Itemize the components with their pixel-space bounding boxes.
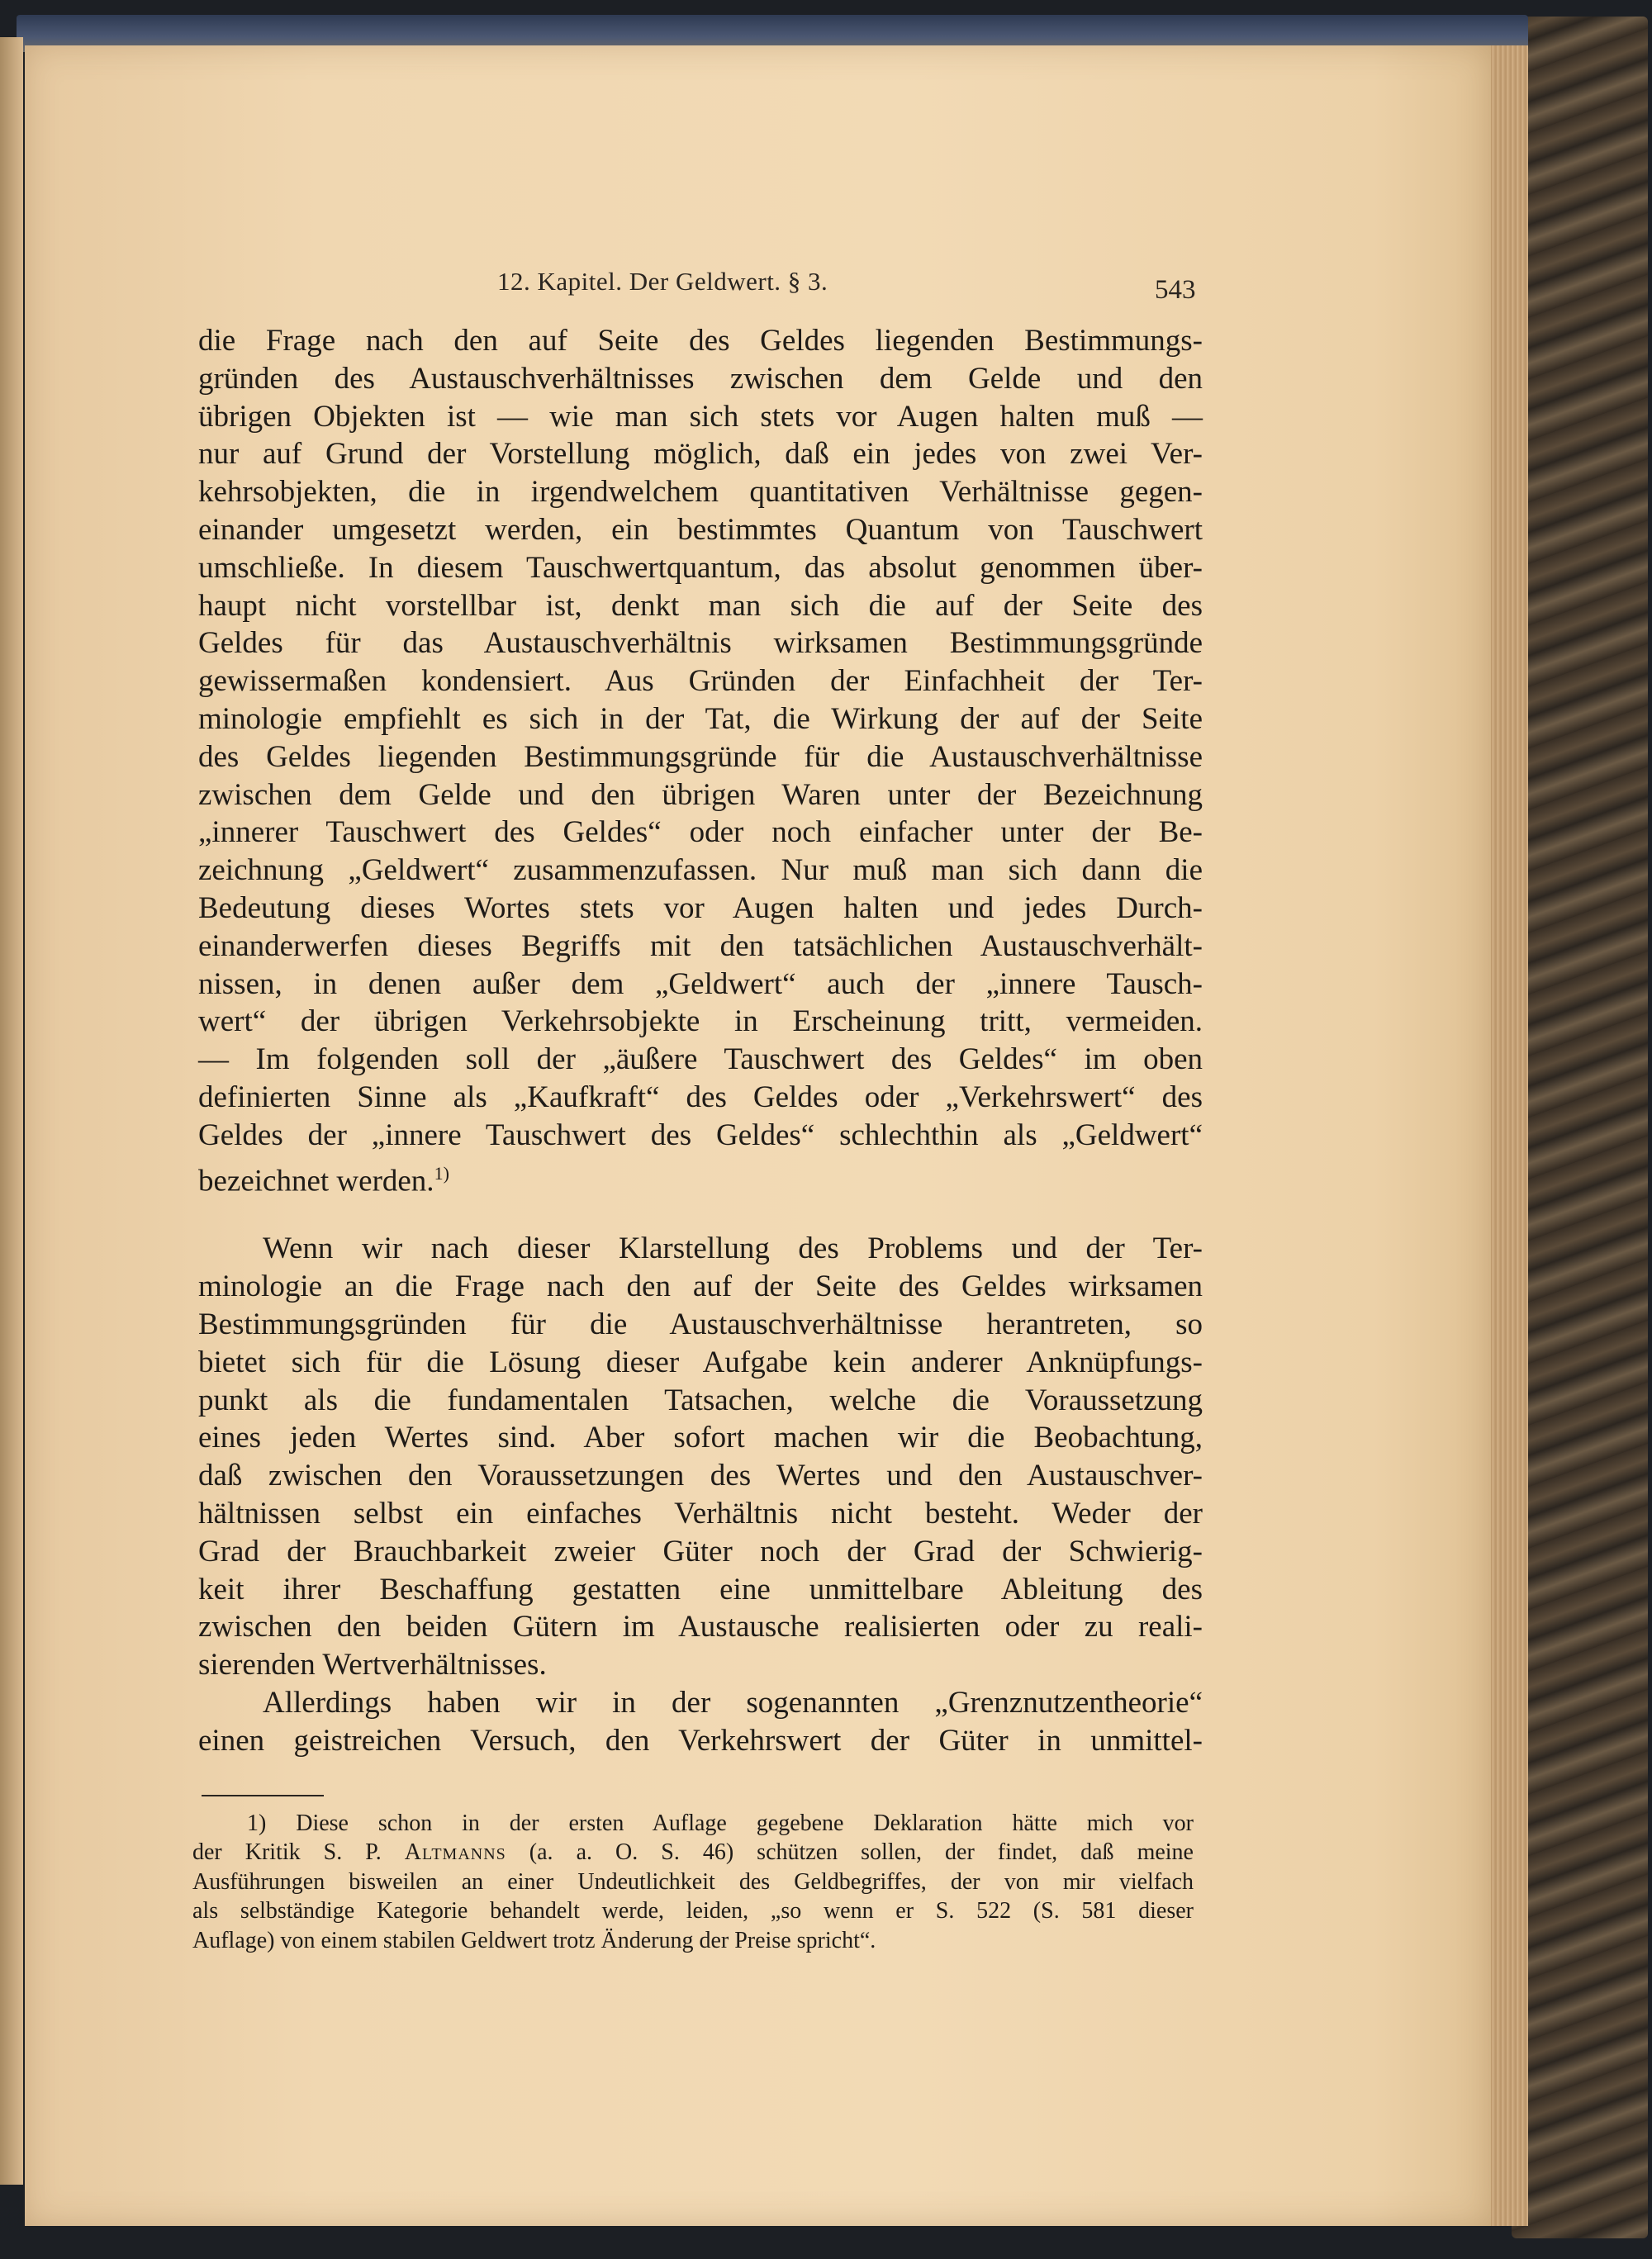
text-line: einander umgesetzt werden, ein bestimmtes Quantum von Tauschwert: [198, 512, 1203, 547]
text-line: Bedeutung dieses Wortes stets vor Augen halten und jedes Durch-: [198, 890, 1203, 925]
text-line: einanderwerfen dieses Begriffs mit den tatsächlichen Austauschverhält-: [198, 928, 1203, 963]
footnote-reference: 1): [434, 1162, 449, 1184]
text-line: sierenden Wertverhältnisses.: [198, 1648, 547, 1682]
text-line: gründen des Austauschverhältnisses zwischen dem Gelde und den: [198, 361, 1203, 396]
text-line: zeichnung „Geldwert“ zusammenzufassen. Nur muß man sich dann die: [198, 853, 1203, 888]
text-line: zwischen dem Gelde und den übrigen Waren unter der Bezeichnung: [198, 777, 1203, 812]
footnote-text: der Kritik S. P.: [192, 1839, 405, 1866]
text-line: umschließe. In diesem Tauschwertquantum, das absolut genommen über-: [198, 550, 1203, 585]
text-line: kehrsobjekten, die in irgendwelchem quantitativen Verhältnisse gegen-: [198, 475, 1203, 510]
text-line: Bestimmungsgründen für die Austauschverhältnisse herantreten, so: [198, 1307, 1203, 1341]
text-line: die Frage nach den auf Seite des Geldes liegenden Bestimmungs-: [198, 324, 1203, 358]
text-line: hältnissen selbst ein einfaches Verhältnis nicht besteht. Weder der: [198, 1496, 1203, 1531]
text-line: übrigen Objekten ist — wie man sich stets vor Augen halten muß —: [198, 399, 1203, 434]
text-line: definierten Sinne als „Kaufkraft“ des Geldes oder „Verkehrswert“ des: [198, 1080, 1203, 1114]
footnote-marker: 1): [247, 1811, 267, 1836]
text-line: Wenn wir nach dieser Klarstellung des Problems und der Ter-: [263, 1232, 1203, 1266]
text-line: keit ihrer Beschaffung gestatten eine unmittelbare Ableitung des: [198, 1572, 1203, 1606]
text-line: haupt nicht vorstellbar ist, denkt man sich die auf der Seite des: [198, 588, 1203, 623]
text-line: gewissermaßen kondensiert. Aus Gründen der Einfachheit der Ter-: [198, 664, 1203, 699]
text-line: punkt als die fundamentalen Tatsachen, welche die Voraussetzung: [198, 1383, 1203, 1417]
text-line: minologie an die Frage nach den auf der Seite des Geldes wirksamen: [198, 1270, 1203, 1304]
paragraph-gap: [198, 1192, 1203, 1230]
book-page: [25, 45, 1491, 2226]
text-line: eines jeden Wertes sind. Aber sofort machen wir die Beobachtung,: [198, 1421, 1203, 1455]
footnote-line: als selbständige Kategorie behandelt werde, leiden, „so wenn er S. 522 (S. 581 dieser: [192, 1898, 1194, 1924]
text-line: Geldes der „innere Tauschwert des Geldes“ schlechthin als „Geldwert“: [198, 1118, 1203, 1152]
footnote-text: (a. a. O. S. 46) schützen sollen, der findet, daß meine: [506, 1839, 1194, 1866]
text-line: nissen, in denen außer dem „Geldwert“ auch der „innere Tausch-: [198, 966, 1203, 1001]
text-line-with-footnote-ref: [198, 1155, 1203, 1198]
page-number: 543: [1155, 275, 1196, 305]
running-head: 12. Kapitel. Der Geldwert. § 3.: [497, 267, 828, 296]
text-fragment: bezeichnet werden.: [198, 1163, 434, 1198]
text-line: „innerer Tauschwert des Geldes“ oder noch einfacher unter der Be-: [198, 815, 1203, 850]
body-text: [198, 322, 1203, 1759]
text-line: daß zwischen den Voraussetzungen des Wertes und den Austauschver-: [198, 1459, 1203, 1493]
facing-page-edge: [0, 37, 23, 2185]
text-line: des Geldes liegenden Bestimmungsgründe für die Austauschverhältnisse: [198, 739, 1203, 774]
text-line: Grad der Brauchbarkeit zweier Güter noch der Grad der Schwierig-: [198, 1534, 1203, 1568]
book-cover: [1512, 17, 1648, 2238]
footnote-line: Auflage) von einem stabilen Geldwert trotz Änderung der Preise spricht“.: [192, 1927, 876, 1953]
text-line: bietet sich für die Lösung dieser Aufgabe kein anderer Anknüpfungs-: [198, 1345, 1203, 1379]
text-line: Allerdings haben wir in der sogenannten „Grenznutzentheorie“: [263, 1685, 1203, 1720]
text-line: nur auf Grund der Vorstellung möglich, daß ein jedes von zwei Ver-: [198, 437, 1203, 472]
footnote: [192, 1809, 1194, 1955]
text-line: einen geistreichen Versuch, den Verkehrswert der Güter in unmittel-: [198, 1723, 1203, 1758]
text-line: — Im folgenden soll der „äußere Tauschwert des Geldes“ im oben: [198, 1042, 1203, 1077]
footnote-rule: [202, 1795, 324, 1796]
footnote-line: [192, 1838, 1194, 1867]
footnote-line: [192, 1809, 1194, 1838]
author-name: Altmanns: [404, 1839, 506, 1866]
footnote-line: Ausführungen bisweilen an einer Undeutlichkeit des Geldbegriffes, der von mir vielfach: [192, 1868, 1194, 1895]
text-line: wert“ der übrigen Verkehrsobjekte in Erscheinung tritt, vermeiden.: [198, 1004, 1203, 1039]
text-line: minologie empfiehlt es sich in der Tat, die Wirkung der auf der Seite: [198, 701, 1203, 736]
footnote-text: Diese schon in der ersten Auflage gegebene Deklaration hätte mich vor: [296, 1811, 1194, 1836]
text-line: zwischen den beiden Gütern im Austausche realisierten oder zu reali-: [198, 1610, 1203, 1644]
text-line: Geldes für das Austauschverhältnis wirksamen Bestimmungsgründe: [198, 626, 1203, 661]
